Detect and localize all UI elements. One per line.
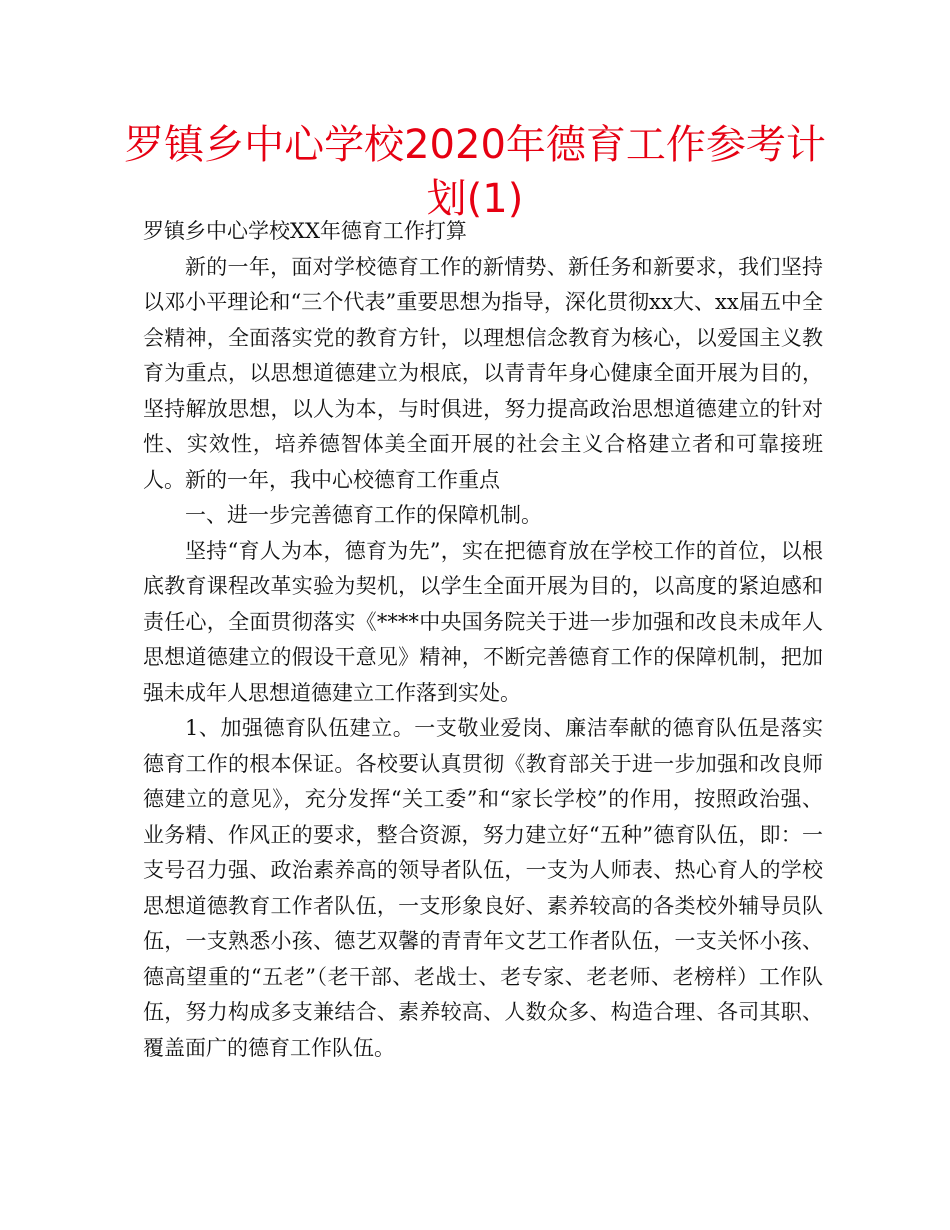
document-title: 罗镇乡中心学校2020年德育工作参考计划(1) <box>124 122 826 222</box>
paragraph-intro: 新的一年，面对学校德育工作的新情势、新任务和新要求，我们坚持以邓小平理论和“三个代表”重要思想为指导，深化贯彻xx大、xx届五中全会精神，全面落实党的教育方针，以理想信念教育为核心，以爱国主义教育为重点，以思想道德建立为根底，以青青年身心健康全面开展为目的，坚持解放思想，以人为本，与时俱进，努力提高政治思想道德建立的针对性、实效性，培养德智体美全面开展的社会主义合格建立者和可靠接班人。新的一年，我中心校德育工作重点 <box>143 254 823 492</box>
document-subtitle: 罗镇乡中心学校XX年德育工作打算 <box>143 219 467 243</box>
document-body <box>143 214 823 1066</box>
section-heading-1: 一、进一步完善德育工作的保障机制。 <box>185 503 542 527</box>
paragraph-section-1: 坚持“育人为本，德育为先”，实在把德育放在学校工作的首位，以根底教育课程改革实验为契机，以学生全面开展为目的，以高度的紧迫感和责任心，全面贯彻落实《****中央国务院关于进一步加强和改良未成年人思想道德建立的假设干意见》精神，不断完善德育工作的保障机制，把加强未成年人思想道德建立工作落到实处。 <box>143 538 823 705</box>
paragraph-item-1: 1、加强德育队伍建立。一支敬业爱岗、廉洁奉献的德育队伍是落实德育工作的根本保证。各校要认真贯彻《教育部关于进一步加强和改良师德建立的意见》，充分发挥“关工委”和“家长学校”的作用，按照政治强、业务精、作风正的要求，整合资源，努力建立好“五种”德育队伍，即：一支号召力强、政治素养高的领导者队伍，一支为人师表、热心育人的学校思想道德教育工作者队伍，一支形象良好、素养较高的各类校外辅导员队伍，一支熟悉小孩、德艺双馨的青青年文艺工作者队伍，一支关怀小孩、德高望重的“五老”（老干部、老战士、老专家、老老师、老榜样）工作队伍，努力构成多支兼结合、素养较高、人数众多、构造合理、各司其职、覆盖面广的德育工作队伍。 <box>143 716 823 1060</box>
